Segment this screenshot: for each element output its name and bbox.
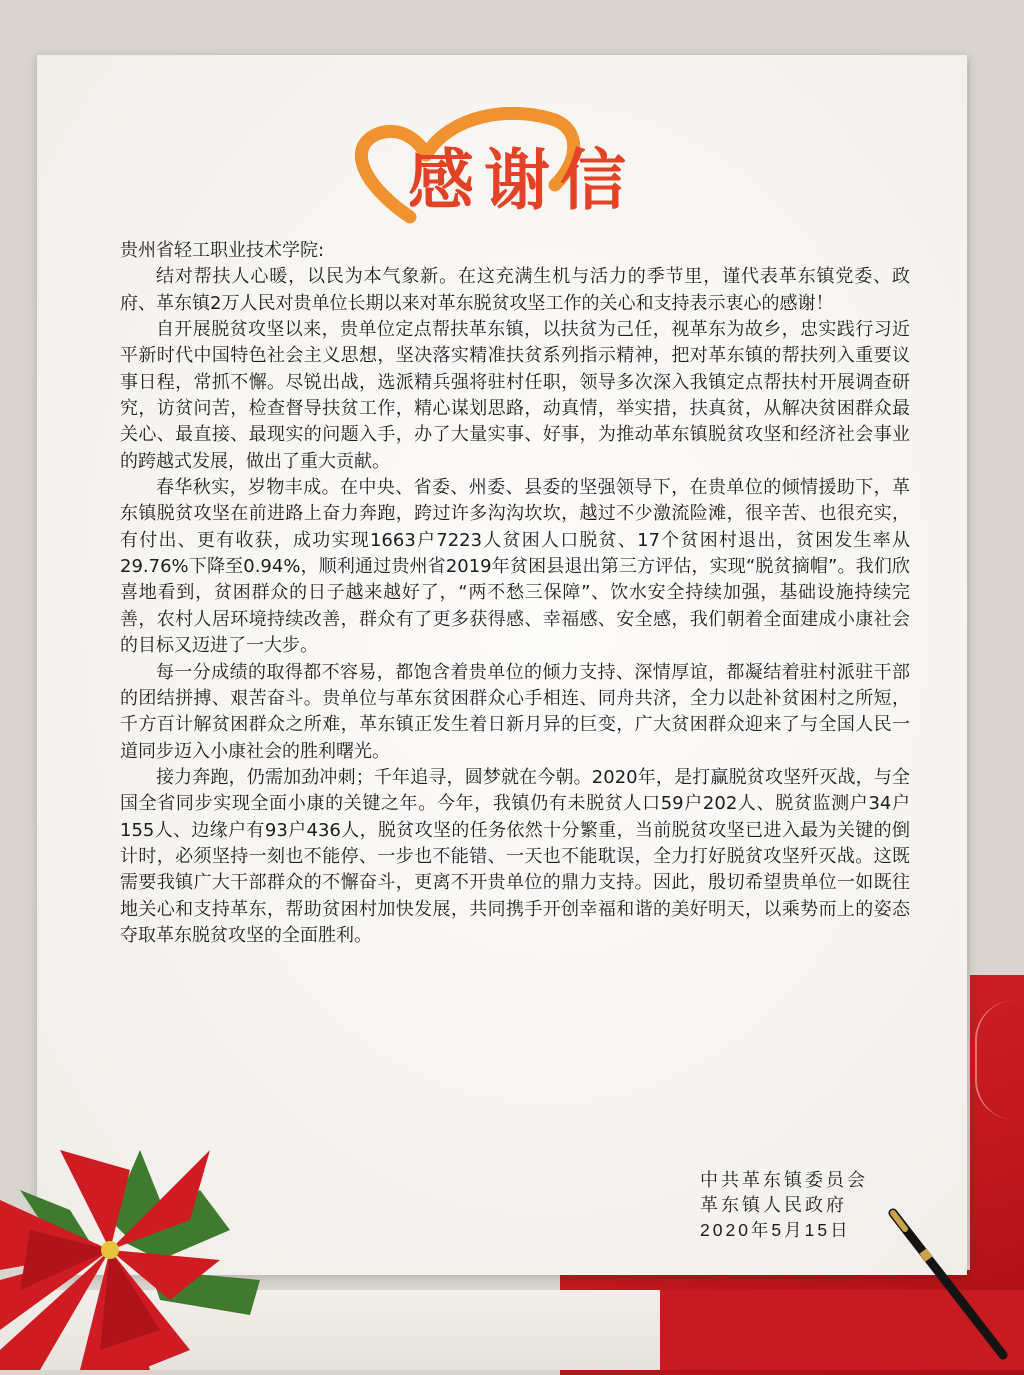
letter-paragraph: 结对帮扶人心暖，以民为本气象新。在这充满生机与活力的季节里，谨代表革东镇党委、政府、革东镇2万人民对贵单位长期以来对革东脱贫攻坚工作的关心和支持表示衷心的感谢！ — [120, 266, 910, 314]
letter-paragraph: 春华秋实，岁物丰成。在中央、省委、州委、县委的坚强领导下，在贵单位的倾情援助下，革东镇脱贫攻坚在前进路上奋力奔跑，跨过许多沟沟坎坎，越过不少激流险滩，很辛苦、也很充实，有付出、更有收获，成功实现1663户7223人贫困人口脱贫、17个贫困村退出，贫困发生率从29.76%下降至0.94%，顺利通过贵州省2019年贫困县退出第三方评估，实现“脱贫摘帽”。我们欣喜地看到，贫困群众的日子越来越好了，“两不愁三保障”、饮水安全持续加强，基础设施持续完善，农村人居环境持续改善，群众有了更多获得感、幸福感、安全感，我们朝着全面建成小康社会的目标又迈进了一大步。 — [120, 477, 910, 657]
poinsettia-icon — [0, 1130, 300, 1370]
pen-icon — [885, 1205, 1015, 1365]
letter-title: 感谢信 — [408, 141, 636, 219]
letter-salutation: 贵州省轻工职业技术学院: — [120, 240, 325, 261]
tablecloth-ornament — [975, 1000, 1024, 1120]
letter-paragraph: 自开展脱贫攻坚以来，贵单位定点帮扶革东镇，以扶贫为己任，视革东为故乡，忠实践行习近平新时代中国特色社会主义思想，坚决落实精准扶贫系列指示精神，把对革东镇的帮扶列入重要议事日程，常抓不懈。尽锐出战，选派精兵强将驻村任职，领导多次深入我镇定点帮扶村开展调查研究，访贫问苦，检查督导扶贫工作，精心谋划思路，动真情，举实措，扶真贫，从解决贫困群众最关心、最直接、最现实的问题入手，办了大量实事、好事，为推动革东镇脱贫攻坚和经济社会事业的跨越式发展，做出了重大贡献。 — [120, 319, 910, 472]
letter-body — [120, 238, 910, 949]
letter-heading — [340, 105, 680, 235]
signature-committee: 中共革东镇委员会 — [700, 1170, 868, 1190]
letter-paragraph: 接力奔跑，仍需加劲冲刺；千年追寻，圆梦就在今朝。2020年，是打赢脱贫攻坚歼灭战，与全国全省同步实现全面小康的关键之年。今年，我镇仍有未脱贫人口59户202人、脱贫监测户34户155人、边缘户有93户436人，脱贫攻坚的任务依然十分繁重，当前脱贫攻坚已进入最为关键的倒计时，必须坚持一刻也不能停、一步也不能错、一天也不能耽误，全力打好脱贫攻坚歼灭战。这既需要我镇广大干部群众的不懈奋斗，更离不开贵单位的鼎力支持。因此，殷切希望贵单位一如既往地关心和支持革东，帮助贫困村加快发展，共同携手开创幸福和谐的美好明天，以乘势而上的姿态夺取革东脱贫攻坚的全面胜利。 — [120, 766, 910, 946]
signature-date: 2020年5月15日 — [700, 1220, 851, 1240]
signature-government: 革东镇人民政府 — [700, 1195, 847, 1215]
signature-block — [700, 1168, 900, 1243]
letter-paragraph: 每一分成绩的取得都不容易，都饱含着贵单位的倾力支持、深情厚谊，都凝结着驻村派驻干部的团结拼搏、艰苦奋斗。贵单位与革东贫困群众心手相连、同舟共济，全力以赴补贫困村之所短，千方百计解贫困群众之所难，革东镇正发生着日新月异的巨变，广大贫困群众迎来了与全国人民一道同步迈入小康社会的胜利曙光。 — [120, 661, 910, 762]
